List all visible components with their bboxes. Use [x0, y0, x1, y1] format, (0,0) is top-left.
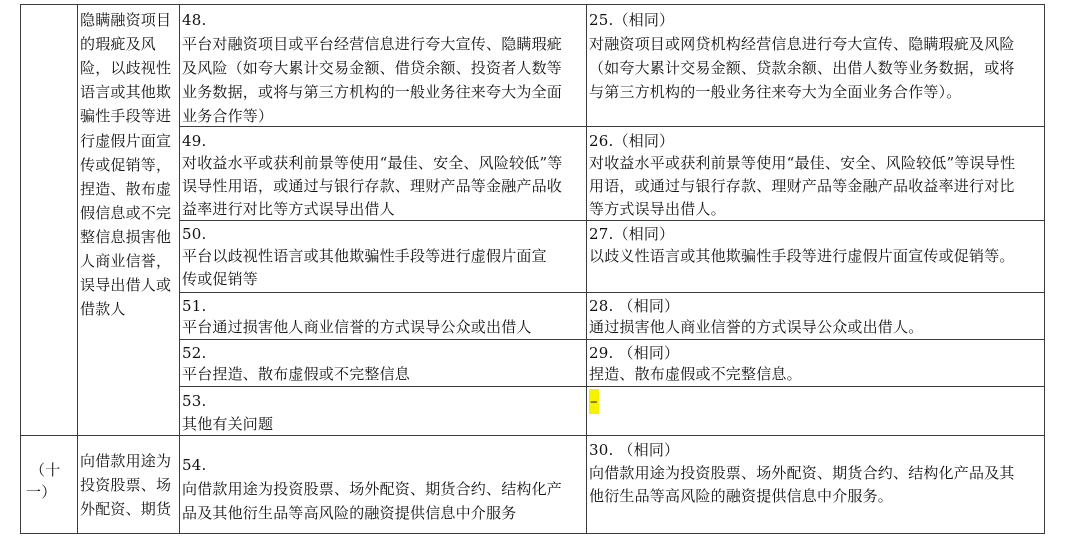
item-text-line: 平台对融资项目或平台经营信息进行夸大宣传、隐瞒瑕疵	[182, 35, 563, 53]
item-number: 51.	[182, 297, 207, 315]
item-text-line: 向借款用途为投资股票、场外配资、期货合约、结构化产	[182, 480, 563, 498]
item-text-line: 他衍生品等高风险的融资提供信息中介服务。	[589, 487, 894, 505]
category-line: 借款人	[80, 300, 126, 318]
category-line: 投资股票、场	[80, 476, 172, 494]
category-line: 险，以歧视性	[80, 59, 172, 77]
item-48-cell	[182, 8, 585, 126]
row-line-4	[179, 339, 1045, 340]
item-text-line: 对收益水平或获利前景等使用“最佳、安全、风险较低”等	[182, 154, 563, 172]
item-text-line: 等方式误导出借人。	[589, 200, 726, 218]
category-line: 误导出借人或	[80, 276, 172, 294]
category-cell-section-10	[80, 8, 178, 434]
category-line: 人商业信誉，	[80, 252, 172, 270]
section-number-11	[24, 458, 76, 518]
item-number: 53.	[182, 392, 207, 410]
category-line: 假信息或不完	[80, 204, 172, 222]
item-text-line: 其他有关问题	[182, 415, 274, 433]
item-text-line: （如夸大累计交易金额、贷款余额、出借人数等业务数据，或将	[589, 59, 1015, 77]
col-line-0	[20, 4, 21, 534]
item-49-cell	[182, 129, 585, 219]
section-number-line: （十	[30, 461, 61, 479]
item-number: 29. （相同）	[589, 344, 680, 362]
item-number: 28. （相同）	[589, 297, 680, 315]
item-text-line: 及风险（如夸大累计交易金额、借贷余额、投资者人数等	[182, 59, 563, 77]
item-number: 54.	[182, 456, 207, 474]
item-number: 52.	[182, 344, 207, 362]
category-line: 语言或其他欺	[80, 83, 172, 101]
item-text-line: 误导性用语，或通过与银行存款、理财产品等金融产品收	[182, 177, 563, 195]
table-border-top	[20, 4, 1044, 5]
item-text-line: 业务数据，或将与第三方机构的一般业务往来夸大为全面	[182, 83, 563, 101]
item-text-line: 益率进行对比等方式误导出借人	[182, 200, 395, 218]
item-29-cell	[589, 341, 1043, 386]
item-text-line: 捏造、散布虚假或不完整信息。	[589, 365, 802, 383]
category-line: 整信息损害他	[80, 228, 172, 246]
item-53-cell	[182, 389, 585, 435]
item-number: 50.	[182, 225, 207, 243]
item-text-line: 对收益水平或获利前景等使用“最佳、安全、风险较低”等误导性	[589, 154, 1016, 172]
item-text-line: 业务合作等）	[182, 107, 274, 125]
section-number-line: 一）	[26, 483, 57, 501]
item-25-cell	[589, 8, 1043, 126]
category-line: 传或促销等，	[80, 156, 172, 174]
item-number: 25.（相同）	[589, 11, 675, 29]
col-line-1	[77, 4, 78, 534]
row-line-1	[179, 126, 1045, 127]
category-line: 隐瞒融资项目	[80, 11, 172, 29]
category-line: 向借款用途为	[80, 452, 172, 470]
item-blank-cell	[589, 389, 1043, 435]
row-line-3	[179, 292, 1045, 293]
col-line-2	[179, 4, 180, 534]
col-line-3	[586, 4, 587, 534]
col-line-4	[1044, 4, 1045, 534]
category-line: 捏造、散布虚	[80, 180, 172, 198]
item-number: 27.（相同）	[589, 225, 675, 243]
item-text-line: 平台捏造、散布虚假或不完整信息	[182, 365, 411, 383]
item-text-line: 用语，或通过与银行存款、理财产品等金融产品收益率进行对比	[589, 177, 1015, 195]
row-line-2	[179, 220, 1045, 221]
item-text-line: 向借款用途为投资股票、场外配资、期货合约、结构化产品及其	[589, 464, 1015, 482]
highlighted-dash: –	[589, 389, 599, 414]
item-27-cell	[589, 222, 1043, 292]
item-number: 30. （相同）	[589, 441, 680, 459]
item-text-line: 通过损害他人商业信誉的方式误导公众或出借人。	[589, 318, 924, 336]
item-text-line: 平台通过损害他人商业信誉的方式误导公众或出借人	[182, 318, 532, 336]
category-line: 的瑕疵及风	[80, 35, 157, 53]
category-line: 外配资、期货	[80, 500, 172, 518]
item-30-cell	[589, 438, 1043, 533]
item-50-cell	[182, 222, 585, 292]
item-26-cell	[589, 129, 1043, 219]
item-text-line: 传或促销等	[182, 270, 259, 288]
item-52-cell	[182, 341, 585, 386]
category-line: 骗性手段等进	[80, 107, 172, 125]
item-text-line: 平台以歧视性语言或其他欺骗性手段等进行虚假片面宣	[182, 247, 547, 265]
item-number: 48.	[182, 11, 207, 29]
row-line-6	[20, 435, 1045, 436]
item-text-line: 对融资项目或网贷机构经营信息进行夸大宣传、隐瞒瑕疵及风险	[589, 35, 1015, 53]
item-text-line: 品及其他衍生品等高风险的融资提供信息中介服务	[182, 504, 517, 522]
item-text-line: 与第三方机构的一般业务往来夸大为全面业务合作等）。	[589, 83, 962, 101]
item-28-cell	[589, 294, 1043, 339]
item-51-cell	[182, 294, 585, 339]
row-line-5	[179, 386, 1045, 387]
item-number: 49.	[182, 132, 207, 150]
category-line: 行虚假片面宣	[80, 132, 172, 150]
category-cell-section-11	[80, 449, 178, 533]
item-54-cell	[182, 438, 585, 533]
table-border-bottom	[20, 533, 1045, 534]
item-text-line: 以歧义性语言或其他欺骗性手段等进行虚假片面宣传或促销等。	[589, 247, 1015, 265]
item-number: 26.（相同）	[589, 132, 675, 150]
